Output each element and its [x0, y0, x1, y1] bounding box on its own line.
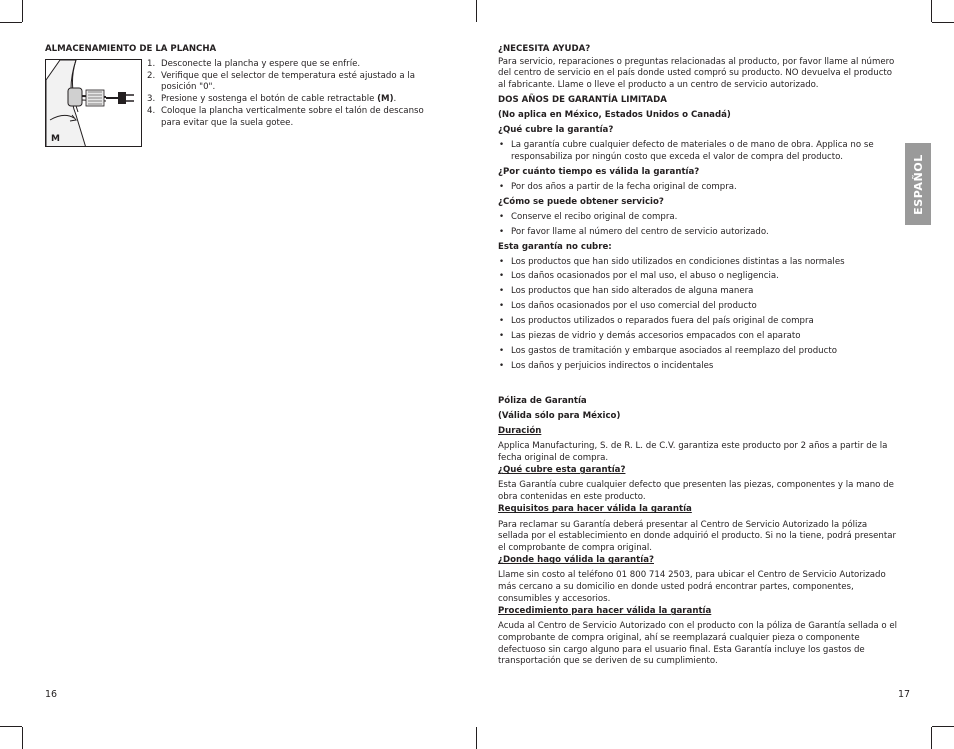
- list-item: • Los daños ocasionados por el uso comercial del producto: [498, 301, 898, 313]
- center-fold-mark: [476, 0, 477, 22]
- page-number-left: 16: [45, 689, 58, 700]
- step-item: 2. Verifique que el selector de temperatura esté ajustado a la posición "0".: [147, 70, 415, 92]
- section-text: Esta Garantía cubre cualquier defecto que presenten las piezas, componentes y la mano de obra contenidas en este producto.: [498, 480, 894, 502]
- iron-cord-icon: [46, 60, 142, 147]
- crop-mark: [0, 22, 22, 23]
- list-item: • Los gastos de tramitación y embarque asociados al reemplazo del producto: [498, 346, 898, 358]
- center-fold-mark: [476, 727, 477, 749]
- section-heading: Duración: [498, 425, 542, 436]
- figure-label: M: [51, 133, 60, 144]
- storage-block: [45, 59, 445, 149]
- question-service: ¿Cómo se puede obtener servicio?: [498, 196, 664, 207]
- language-tab-label: ESPAÑOL: [911, 153, 925, 215]
- language-tab: [905, 143, 931, 225]
- step-item: 3. Presione y sostenga el botón de cable retractable (M).: [147, 94, 397, 105]
- iron-storage-illustration: [45, 59, 142, 147]
- warranty-note: (No aplica en México, Estados Unidos o Canadá): [498, 109, 731, 120]
- page-number-right: 17: [898, 689, 911, 700]
- question-duration: ¿Por cuánto tiempo es válida la garantía?: [498, 166, 700, 177]
- crop-mark: [932, 22, 954, 23]
- step-item: 4. Coloque la plancha verticalmente sobre el talón de descanso para evitar que la suela gotee.: [147, 106, 424, 128]
- section-text: Acuda al Centro de Servicio Autorizado con el producto con la póliza de Garantía sellada o el comprobante de compra original, ahí se reemplazará cualquier pieza o componente defectuoso sin cargo alguno para el usuario final. Esta Garantía incluye los gastos de transportación que se deriven de su cumplimiento.: [498, 621, 898, 667]
- question-covered: ¿Qué cubre la garantía?: [498, 125, 614, 136]
- list-item: • Los daños y perjuicios indirectos o incidentales: [498, 361, 898, 373]
- list-item: • Los productos que han sido alterados de alguna manera: [498, 286, 898, 298]
- list-item: • Los productos que han sido utilizados en condiciones distintas a las normales: [498, 257, 898, 269]
- warranty-heading: DOS AÑOS DE GARANTÍA LIMITADA: [498, 94, 667, 105]
- help-heading: ¿NECESITA AYUDA?: [498, 44, 591, 54]
- not-covered-heading: Esta garantía no cubre:: [498, 241, 612, 252]
- storage-heading: ALMACENAMIENTO DE LA PLANCHA: [45, 44, 217, 54]
- help-text: Para servicio, reparaciones o preguntas relacionadas al producto, por favor llame al número del centro de servicio en el país donde usted compró su producto. NO devuelva el producto al fabricante. Llame o lleve el producto a un centro de servicio autorizado.: [498, 56, 895, 90]
- step-item: 1. Desconecte la plancha y espere que se enfríe.: [147, 58, 361, 69]
- list-item: • Conserve el recibo original de compra.: [498, 212, 898, 224]
- section-heading: Procedimiento para hacer válida la garantía: [498, 606, 712, 617]
- crop-mark: [931, 727, 932, 749]
- section-text: Para reclamar su Garantía deberá presentar al Centro de Servicio Autorizado la póliza sellada por el establecimiento en donde adquirió el producto. Si no la tiene, podrá presentar el comprobante de compra original.: [498, 519, 896, 553]
- left-page-content: [45, 44, 445, 149]
- crop-mark: [22, 0, 23, 22]
- section-text: Applica Manufacturing, S. de R. L. de C.V. garantiza este producto por 2 años a partir de la fecha original de compra.: [498, 441, 888, 463]
- crop-mark: [931, 0, 932, 22]
- storage-steps: [147, 59, 445, 130]
- section-heading: ¿Donde hago válida la garantía?: [498, 555, 654, 566]
- section-heading: Requisitos para hacer válida la garantía: [498, 504, 692, 515]
- policy-subtitle: (Válida sólo para México): [498, 410, 621, 421]
- right-page-content: [498, 44, 898, 669]
- crop-mark: [22, 727, 23, 749]
- policy-title: Póliza de Garantía: [498, 395, 587, 406]
- list-item: • La garantía cubre cualquier defecto de materiales o de mano de obra. Applica no se responsabiliza por ningún costo que exceda el valor de compra del producto.: [498, 140, 898, 163]
- list-item: • Los daños ocasionados por el mal uso, el abuso o negligencia.: [498, 271, 898, 283]
- crop-mark: [0, 726, 22, 727]
- list-item: • Los productos utilizados o reparados fuera del país original de compra: [498, 316, 898, 328]
- list-item: • Por dos años a partir de la fecha original de compra.: [498, 182, 898, 194]
- crop-mark: [932, 726, 954, 727]
- list-item: • Las piezas de vidrio y demás accesorios empacados con el aparato: [498, 331, 898, 343]
- list-item: • Por favor llame al número del centro de servicio autorizado.: [498, 227, 898, 239]
- section-text: Llame sin costo al teléfono 01 800 714 2503, para ubicar el Centro de Servicio Autorizado más cercano a su domicilio en donde usted podrá encontrar partes, componentes, consumibles y accesorios.: [498, 570, 886, 604]
- section-heading: ¿Qué cubre esta garantía?: [498, 465, 626, 476]
